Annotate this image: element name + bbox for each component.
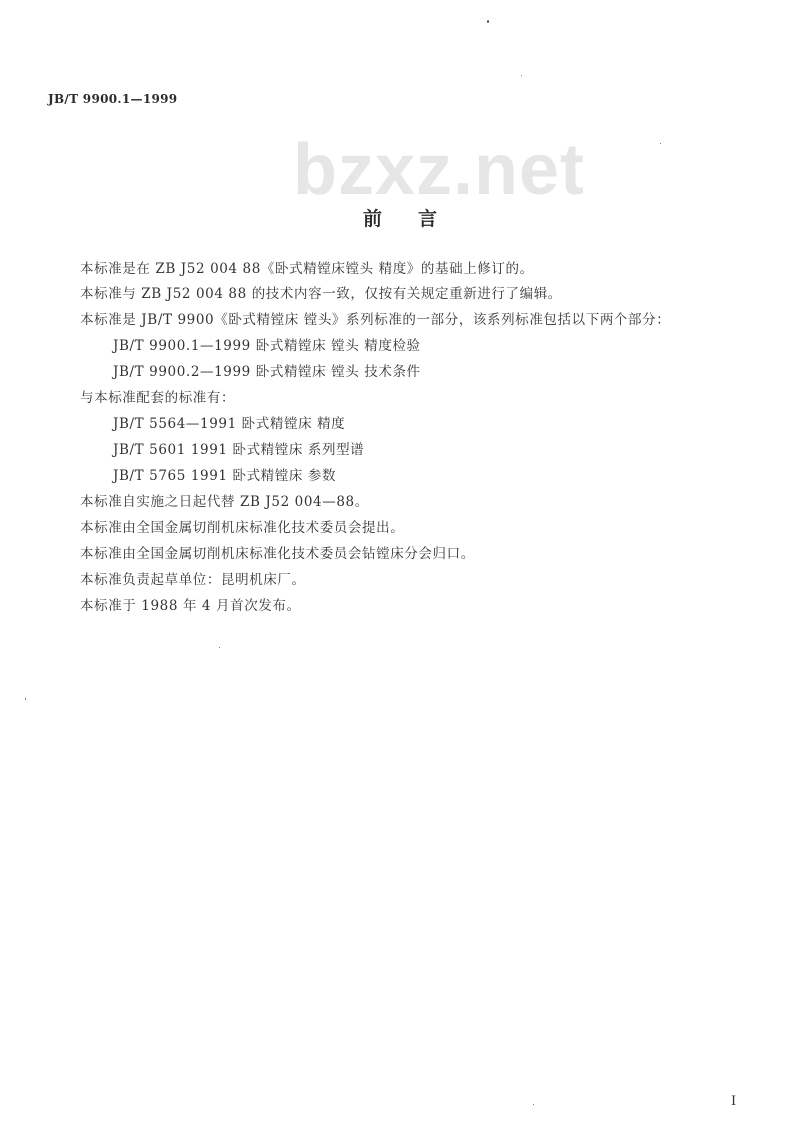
paragraph-line: 本标准由全国金属切削机床标准化技术委员会提出。 — [80, 520, 405, 536]
list-item: JB/T 9900.1—1999 卧式精镗床 镗头 精度检验 — [113, 338, 421, 354]
paragraph-line: 本标准是在 ZB J52 004 88《卧式精镗床镗头 精度》的基础上修订的。 — [80, 261, 534, 277]
standard-number: JB/T 9900.1—1999 — [48, 92, 178, 106]
list-item: JB/T 5564—1991 卧式精镗床 精度 — [113, 416, 346, 432]
list-item: JB/T 5601 1991 卧式精镗床 系列型谱 — [113, 442, 365, 458]
paragraph-line: 本标准于 1988 年 4 月首次发布。 — [80, 598, 301, 614]
paragraph-line: 本标准由全国金属切削机床标准化技术委员会钻镗床分会归口。 — [80, 546, 475, 562]
scan-speck — [25, 698, 26, 700]
page-title: 前言 — [362, 208, 473, 230]
scan-speck — [533, 1104, 534, 1105]
page-number: I — [731, 1094, 737, 1109]
scan-speck — [521, 75, 522, 76]
list-item: JB/T 9900.2—1999 卧式精镗床 镗头 技术条件 — [113, 364, 421, 380]
paragraph-line: 本标准与 ZB J52 004 88 的技术内容一致，仅按有关规定重新进行了编辑。 — [80, 286, 562, 302]
paragraph-line: 与本标准配套的标准有： — [80, 390, 236, 406]
scan-speck — [487, 20, 489, 23]
paragraph-line: 本标准负责起草单位：昆明机床厂。 — [80, 572, 306, 588]
scan-speck — [660, 143, 661, 144]
paragraph-line: 本标准自实施之日起代替 ZB J52 004—88。 — [80, 494, 369, 510]
list-item: JB/T 5765 1991 卧式精镗床 参数 — [113, 468, 337, 484]
paragraph-line: 本标准是 JB/T 9900《卧式精镗床 镗头》系列标准的一部分，该系列标准包括以下两个部分： — [80, 312, 671, 328]
watermark-text: bzxz.net — [292, 130, 586, 210]
scan-speck — [219, 647, 220, 648]
